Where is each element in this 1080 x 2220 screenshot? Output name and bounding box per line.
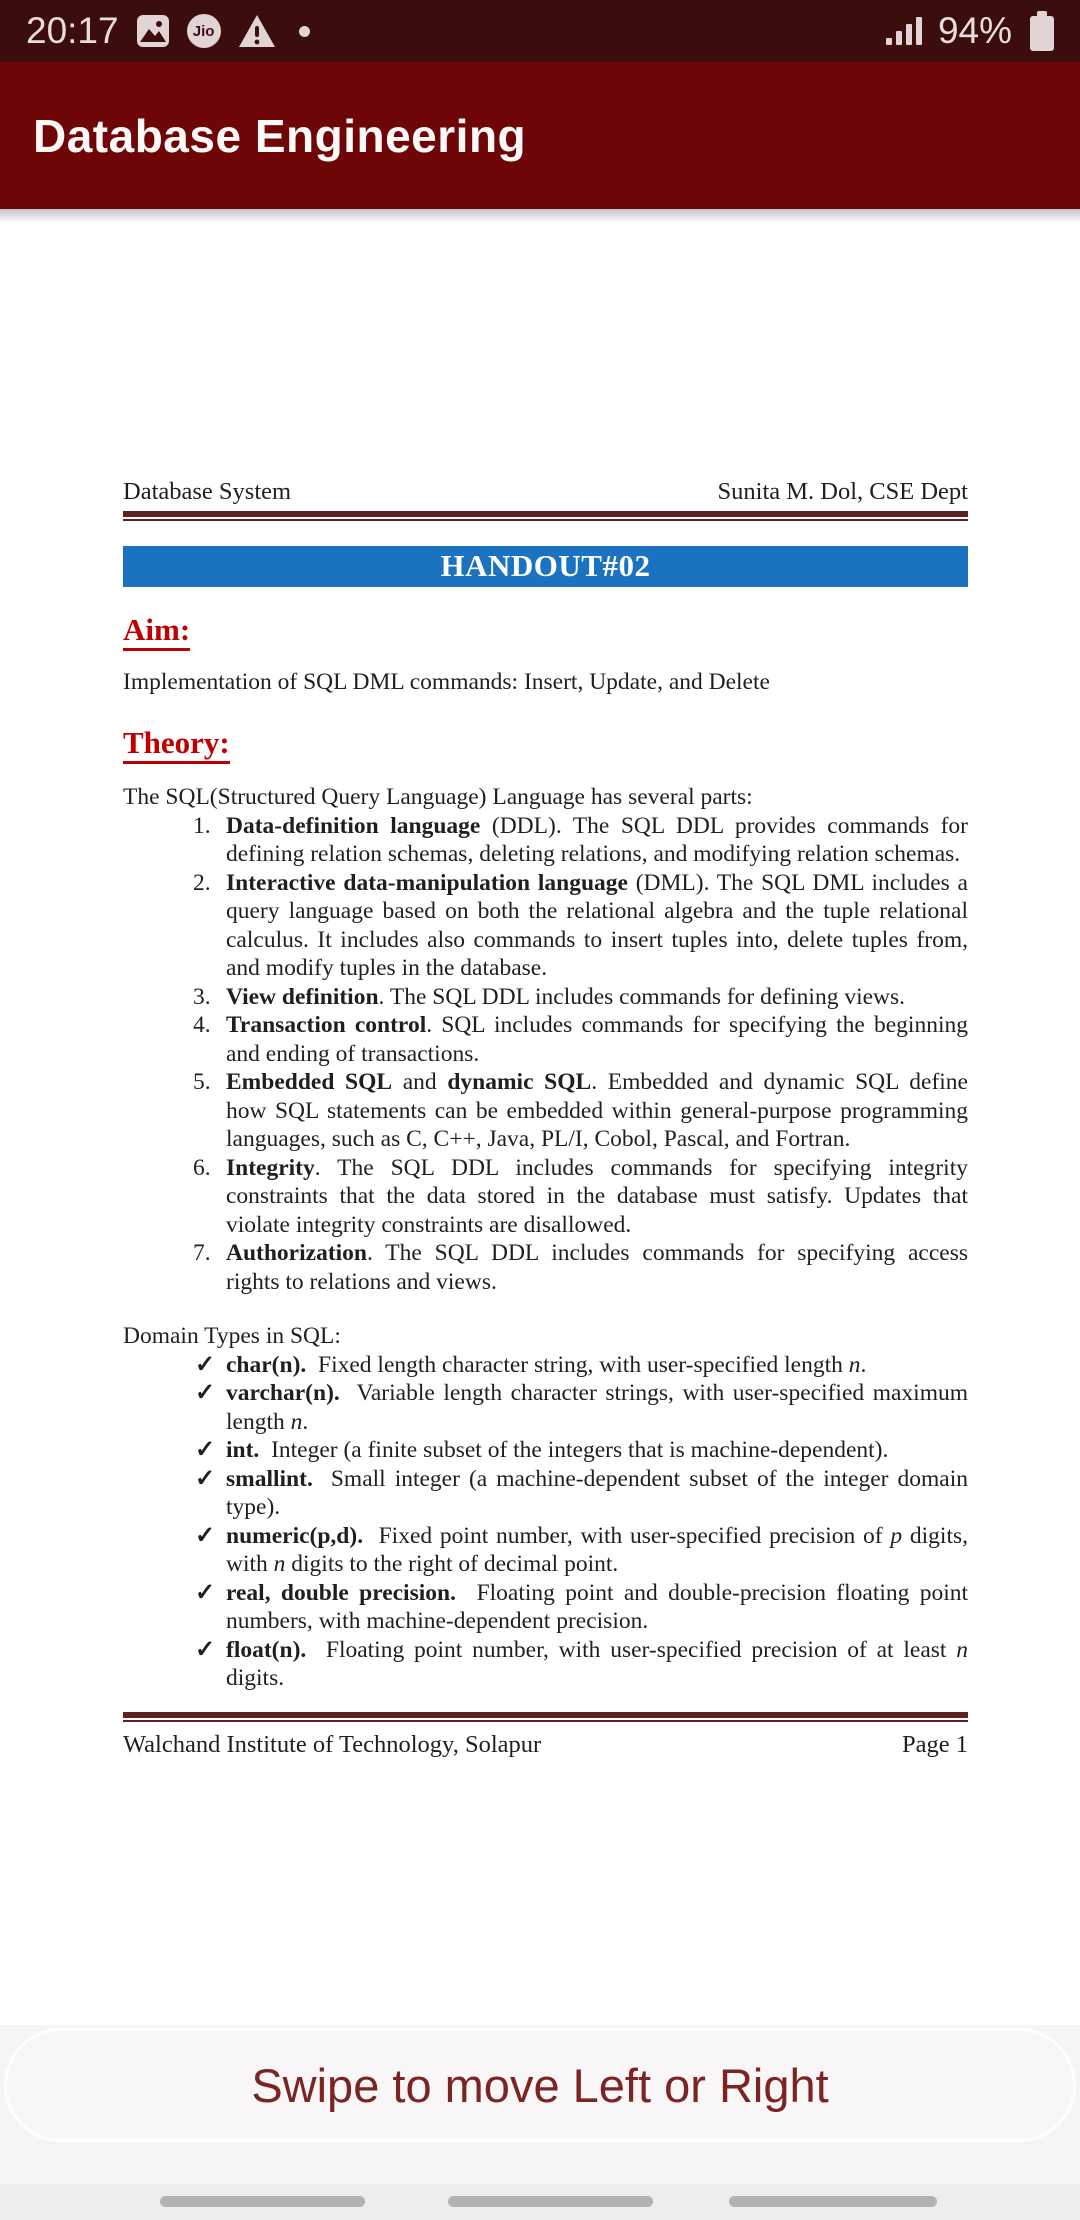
swipe-hint-label: Swipe to move Left or Right [251,2058,829,2112]
domain-types-heading: Domain Types in SQL: [123,1323,341,1349]
handout-banner: HANDOUT#02 [123,546,968,587]
navigation-bar [0,2184,1080,2220]
app-bar-shadow [0,209,1080,223]
signal-icon [886,14,922,48]
nav-pill-center[interactable] [448,2196,653,2207]
theory-intro: The SQL(Structured Query Language) Language has several parts: [123,784,753,810]
nav-pill-right[interactable] [729,2196,937,2207]
swipe-hint-bar[interactable] [4,2028,1076,2142]
battery-percent-label: 94% [937,10,1012,51]
document-content [123,478,969,1758]
list-marker: ✓ [195,1465,216,1492]
footer-rule [123,1712,968,1722]
document-page[interactable] [0,223,1080,2025]
list-marker: 5. [193,1069,211,1095]
numbered-item: 6. Integrity. The SQL DDL includes commands for specifying integrity constraints that the data stored in the database must satisfy. Updates that violate integrity constraints are disallowed. [193,1154,968,1238]
domain-type-item: ✓ real, double precision. Floating point and double-precision floating point numbers, with machine-dependent precision. [195,1579,969,1634]
footer-page-number: Page 1 [902,1731,968,1758]
list-marker: 7. [193,1240,211,1266]
numbered-item: 3. View definition. The SQL DDL includes commands for defining views. [193,983,906,1010]
list-marker: ✓ [195,1636,216,1663]
numbered-item: 4. Transaction control. SQL includes commands for specifying the beginning and ending of transactions. [193,1012,968,1067]
numbered-item: 1. Data-definition language (DDL). The SQL DDL provides commands for defining relation schemas, deleting relations, and modifying relation schemas. [193,812,968,867]
notification-dot [299,26,310,37]
list-marker: 4. [193,1012,211,1038]
doc-header-right: Sunita M. Dol, CSE Dept [717,478,968,505]
warning-icon [237,13,277,49]
nav-pill-left[interactable] [160,2196,365,2207]
status-bar [0,0,1080,62]
header-rule [123,511,968,521]
numbered-item: 7. Authorization. The SQL DDL includes commands for specifying access rights to relations and views. [193,1240,968,1295]
list-marker: ✓ [195,1579,216,1606]
theory-heading: Theory: [123,724,968,762]
domain-type-item: ✓ char(n). Fixed length character string, with user-specified length n. [195,1351,867,1378]
document-header [123,478,968,507]
doc-header-left: Database System [123,478,292,505]
list-marker: 1. [193,812,211,839]
domain-types-list [123,1351,968,1693]
aim-heading: Aim: [123,611,968,649]
domain-type-item: ✓ varchar(n). Variable length character strings, with user-specified maximum length n. [195,1380,968,1435]
list-marker: ✓ [195,1437,216,1463]
gallery-icon [135,13,171,49]
list-marker: ✓ [195,1351,216,1378]
footer-left: Walchand Institute of Technology, Solapur [123,1731,542,1758]
theory-numbered-list [123,812,968,1297]
numbered-item: 5. Embedded SQL and dynamic SQL. Embedded and dynamic SQL define how SQL statements can be embedded within general-purpose programming languages, such as C, C++, Java, PL/I, Cobol, Pascal, and Fortran. [193,1069,968,1152]
battery-icon [1030,11,1054,51]
jio-icon: Jio [187,14,221,48]
aim-text: Implementation of SQL DML commands: Insert, Update, and Delete [123,668,770,695]
numbered-item: 2. Interactive data-manipulation language (DML). The SQL DML includes a query language based on both the relational algebra and the tuple relational calculus. It includes also commands to insert tuples into, delete tuples from, and modify tuples in the database. [193,869,968,981]
domain-type-item: ✓ smallint. Small integer (a machine-dependent subset of the integer domain type). [195,1465,968,1520]
list-marker: ✓ [195,1380,216,1406]
list-marker: 3. [193,983,211,1010]
list-marker: ✓ [195,1522,216,1549]
list-marker: 6. [193,1154,211,1181]
clock-label: 20:17 [26,10,119,51]
domain-type-item: ✓ float(n). Floating point number, with user-specified precision of at least n digits. [195,1636,968,1691]
domain-type-item: ✓ numeric(p,d). Fixed point number, with user-specified precision of p digits, with n digits to the right of decimal point. [195,1522,968,1577]
bottom-sheet [0,2025,1080,2220]
document-footer [123,1712,968,1760]
app-title: Database Engineering [33,109,527,162]
domain-type-item: ✓ int. Integer (a finite subset of the integers that is machine-dependent). [195,1437,889,1463]
app-bar [0,62,1080,209]
list-marker: 2. [193,869,211,896]
